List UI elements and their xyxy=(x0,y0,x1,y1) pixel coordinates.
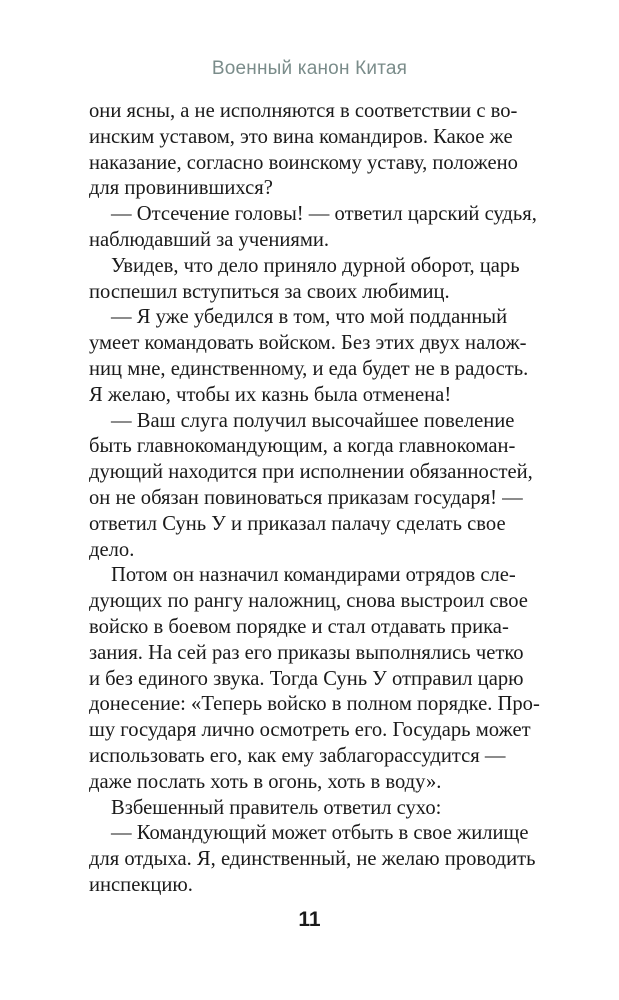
text-line: инским уставом, это вина командиров. Какое же xyxy=(89,125,513,148)
text-line: Я желаю, чтобы их казнь была отменена! xyxy=(89,383,452,406)
text-line: дело. xyxy=(89,538,135,561)
text-line: быть главнокомандующим, а когда главнокоман- xyxy=(89,435,516,458)
text-line: они ясны, а не исполняются в соответствии с во- xyxy=(89,100,518,122)
page-number: 11 xyxy=(298,908,321,931)
text-line: и без единого звука. Тогда Сунь У отправил царю xyxy=(89,667,524,690)
body-text xyxy=(89,99,540,899)
text-line: инспекцию. xyxy=(89,873,193,896)
text-line: Взбешенный правитель ответил сухо: xyxy=(111,796,442,819)
text-line: для провинившихся? xyxy=(89,177,273,200)
text-line: использовать его, как ему заблагорассудится — xyxy=(89,744,506,767)
text-line: поспешил вступиться за своих любимиц. xyxy=(89,280,450,303)
text-line: Увидев, что дело приняло дурной оборот, царь xyxy=(111,254,520,277)
running-head: Военный канон Китая xyxy=(211,58,408,79)
text-line: наблюдавший за учениями. xyxy=(89,228,330,251)
text-line: — Ваш слуга получил высочайшее повеление xyxy=(111,409,515,432)
text-line: умеет командовать войском. Без этих двух налож- xyxy=(89,332,527,355)
text-line: шу государя лично осмотреть его. Государь может xyxy=(89,719,531,742)
text-line: — Командующий может отбыть в свое жилище xyxy=(111,822,529,845)
text-line: донесение: «Теперь войско в полном порядке. Про- xyxy=(89,693,540,716)
text-line: зания. На сей раз его приказы выполнялись четко xyxy=(89,641,524,664)
text-line: он не обязан повиноваться приказам государя! — xyxy=(89,486,523,509)
text-line: войско в боевом порядке и стал отдавать прика- xyxy=(89,615,509,638)
text-line: Потом он назначил командирами отрядов сле- xyxy=(111,564,516,587)
text-line: — Отсечение головы! — ответил царский судья, xyxy=(111,203,537,226)
text-line: дующий находится при исполнении обязанностей, xyxy=(89,461,533,484)
text-line: наказание, согласно воинскому уставу, положено xyxy=(89,151,518,174)
text-line: ответил Сунь У и приказал палачу сделать свое xyxy=(89,512,506,535)
text-line: для отдыха. Я, единственный, не желаю проводить xyxy=(89,848,536,871)
text-line: ниц мне, единственному, и еда будет не в радость. xyxy=(89,357,529,380)
text-line: даже послать хоть в огонь, хоть в воду». xyxy=(89,770,442,793)
text-line: — Я уже убедился в том, что мой подданный xyxy=(111,306,508,329)
text-line: дующих по рангу наложниц, снова выстроил свое xyxy=(89,590,528,613)
